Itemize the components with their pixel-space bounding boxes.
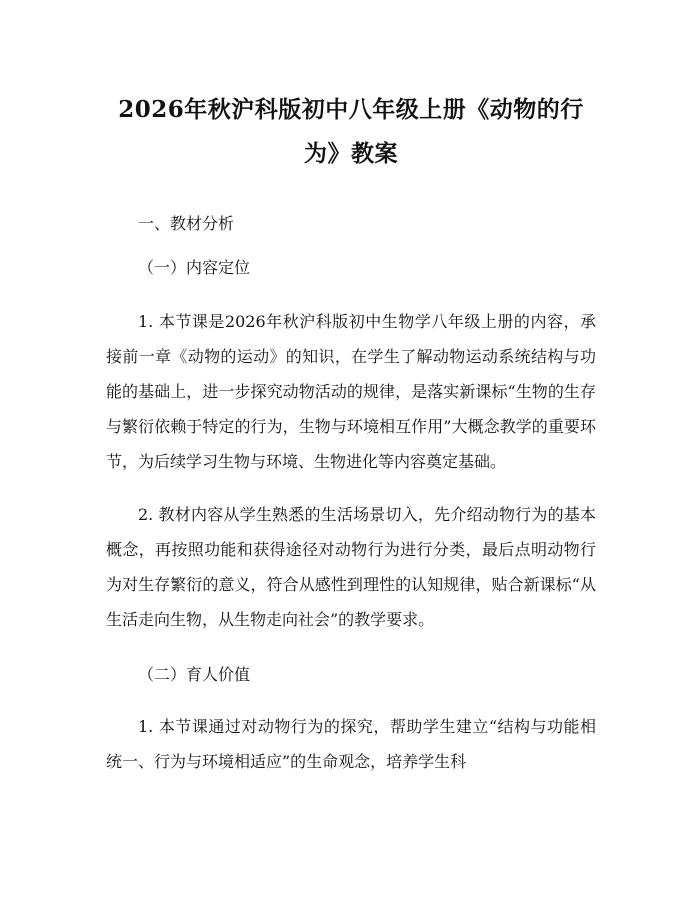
document-title: 2026年秋沪科版初中八年级上册《动物的行为》教案 (118, 96, 584, 167)
paragraph-educational-value-1: 1. 本节课通过对动物行为的探究，帮助学生建立“结构与功能相统一、行为与环境相适应”的生命观念，培养学生科 (106, 717, 596, 771)
paragraph-content-positioning-2: 2. 教材内容从学生熟悉的生活场景切入，先介绍动物行为的基本概念，再按照功能和获得途径对动物行为进行分类，最后点明动物行为对生存繁衍的意义，符合从感性到理性的认知规律，贴合新课标“从生活走向生物，从生物走向社会”的教学要求。 (106, 505, 596, 629)
subsection-heading-content-positioning: （一）内容定位 (138, 258, 251, 277)
paragraph-content-positioning-1: 1. 本节课是2026年秋沪科版初中生物学八年级上册的内容，承接前一章《动物的运动》的知识，在学生了解动物运动系统结构与功能的基础上，进一步探究动物活动的规律，是落实新课标“生物的生存与繁衍依赖于特定的行为，生物与环境相互作用”大概念教学的重要环节，为后续学习生物与环境、生物进化等内容奠定基础。 (106, 312, 596, 471)
subsection-heading-educational-value: （二）育人价值 (138, 665, 251, 684)
section-heading-textbook-analysis: 一、教材分析 (138, 214, 235, 233)
